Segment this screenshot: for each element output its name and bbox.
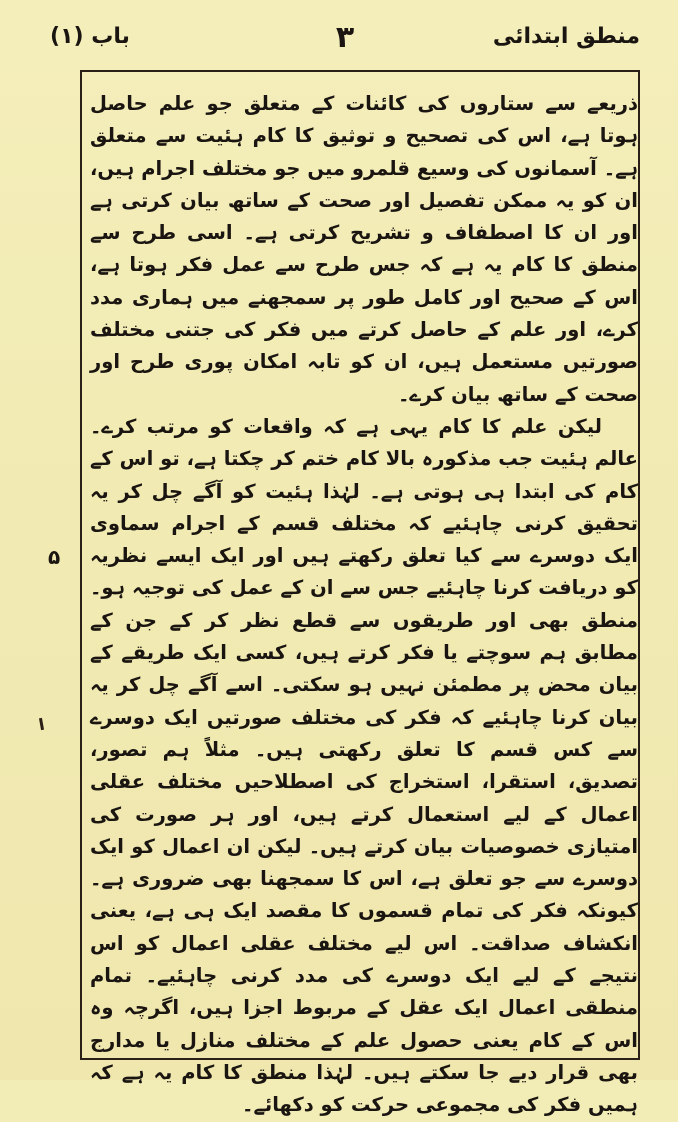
page-number: ۳ [335, 20, 355, 55]
margin-line-number: ۵ [48, 545, 61, 569]
margin-tick-mark [39, 718, 44, 730]
body-text [90, 88, 638, 1122]
paragraph: ذریعے سے ستاروں کی کائنات کے متعلق جو علم حاصل ہوتا ہے، اس کی تصحیح و توثیق کا کام ہئیت سے متعلق ہے۔ آسمانوں کی وسیع قلمرو میں جو مختلف اجرام ہیں، ان کو یہ ممکن تفصیل اور صحت کے ساتھ بیان کرتی ہے اور ان کا اصطفاف و تشریح کرتی ہے۔ اسی طرح سے منطق کا کام یہ ہے کہ جس طرح سے عمل فکر ہوتا ہے، اس کے صحیح اور کامل طور پر سمجھنے میں ہماری مدد کرے، اور علم کے حاصل کرتے میں فکر کی جتنی مختلف صورتیں مستعمل ہیں، ان کو تابہ امکان پوری طرح اور صحت کے ساتھ بیان کرے۔ [90, 92, 638, 406]
chapter-label: باب (۱) [50, 24, 130, 49]
paragraph: لیکن علم کا کام یہی ہے کہ واقعات کو مرتب کرے۔ عالم ہئیت جب مذکورہ بالا کام ختم کر چکتا ہے، تو اس کے کام کی ابتدا ہی ہوتی ہے۔ لہٰذا ہئیت کو آگے چل کر یہ تحقیق کرنی چاہئیے کہ مختلف قسم کے اجرام سماوی ایک دوسرے سے کیا تعلق رکھتے ہیں اور ایک ایسے نظریہ کو دریافت کرنا چاہئیے جس سے ان کے عمل کی توجیہ ہو۔ منطق بھی اور طریقوں سے قطع نظر کر کے جن کے مطابق ہم سوچتے یا فکر کرتے ہیں، کسی ایک طریقے کے بیان محض پر مطمئن نہیں ہو سکتی۔ اسے آگے چل کر یہ بیان کرنا چاہئیے کہ فکر کی مختلف صورتیں ایک دوسرے سے کس قسم کا تعلق رکھتی ہیں۔ مثلاً ہم تصور، تصدیق، استقرا، استخراج کی اصطلاحیں مختلف عقلی اعمال کے لیے استعمال کرتے ہیں، اور ہر صورت کی امتیازی خصوصیات بیان کرتے ہیں۔ لیکن ان اعمال کو ایک دوسرے سے جو تعلق ہے، اس کا سمجھنا بھی ضروری ہے۔ کیونکہ فکر کی تمام قسموں کا مقصد ایک ہی ہے، یعنی انکشاف صداقت۔ اس لیے مختلف عقلی اعمال کو اس نتیجے کے لیے ایک دوسرے کی مدد کرنی چاہئیے۔ تمام منطقی اعمال ایک عقل کے مربوط اجزا ہیں، اگرچہ وہ اس کے کام یعنی حصول علم کے مختلف منازل یا مدارج بھی قرار دیے جا سکتے ہیں۔ لہٰذا منطق کا کام یہ ہے کہ ہمیں فکر کی مجموعی حرکت کو دکھائے۔ [90, 414, 638, 1117]
page-header [50, 20, 640, 62]
running-title: منطق ابتدائی [492, 24, 640, 49]
